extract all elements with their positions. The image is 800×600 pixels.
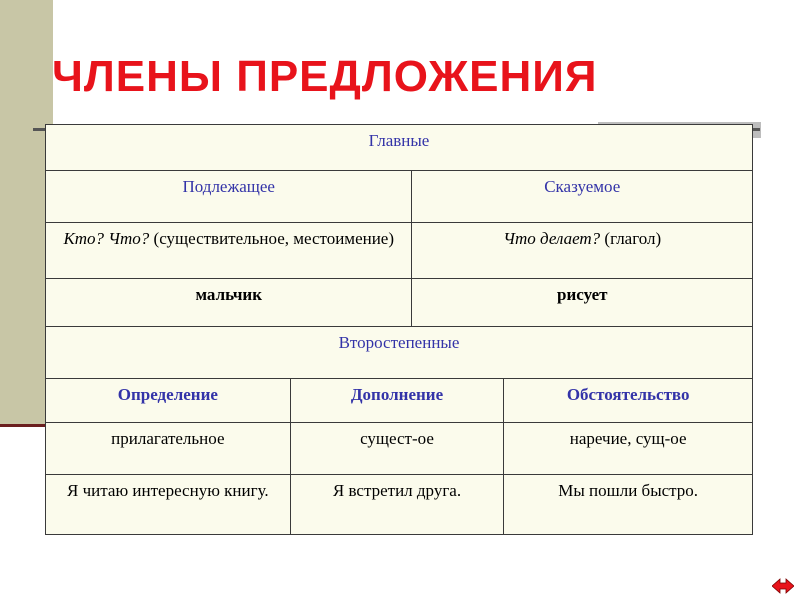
adverbial-header: Обстоятельство: [504, 379, 753, 423]
subject-question-cell: [46, 223, 412, 279]
adverbial-example: Мы пошли быстро.: [504, 475, 753, 535]
predicate-question-cell: [412, 223, 753, 279]
subject-part-of-speech: (существительное, местоимение): [153, 229, 395, 248]
sentence-members-table: [45, 124, 753, 535]
adverbial-part-of-speech: наречие, сущ-ое: [504, 423, 753, 475]
table-row: [46, 475, 753, 535]
attribute-part-of-speech: прилагательное: [46, 423, 291, 475]
subject-example: мальчик: [46, 279, 412, 327]
table-row: [46, 327, 753, 379]
table-row: [46, 379, 753, 423]
table-row: [46, 171, 753, 223]
table-row: [46, 423, 753, 475]
predicate-question: Что делает?: [503, 229, 601, 248]
attribute-example: Я читаю интересную книгу.: [46, 475, 291, 535]
table-row: [46, 125, 753, 171]
secondary-members-header: Второстепенные: [46, 327, 753, 379]
attribute-header: Определение: [46, 379, 291, 423]
object-part-of-speech: сущест-ое: [290, 423, 504, 475]
table-row: [46, 279, 753, 327]
predicate-example: рисует: [412, 279, 753, 327]
double-arrow-left-right-icon[interactable]: [772, 578, 794, 594]
object-header: Дополнение: [290, 379, 504, 423]
main-members-header: Главные: [46, 125, 753, 171]
predicate-header: Сказуемое: [412, 171, 753, 223]
page-title: ЧЛЕНЫ ПРЕДЛОЖЕНИЯ: [52, 52, 598, 101]
predicate-part-of-speech: (глагол): [604, 229, 662, 248]
subject-question: Кто? Что?: [63, 229, 150, 248]
subject-header: Подлежащее: [46, 171, 412, 223]
table-row: [46, 223, 753, 279]
object-example: Я встретил друга.: [290, 475, 504, 535]
